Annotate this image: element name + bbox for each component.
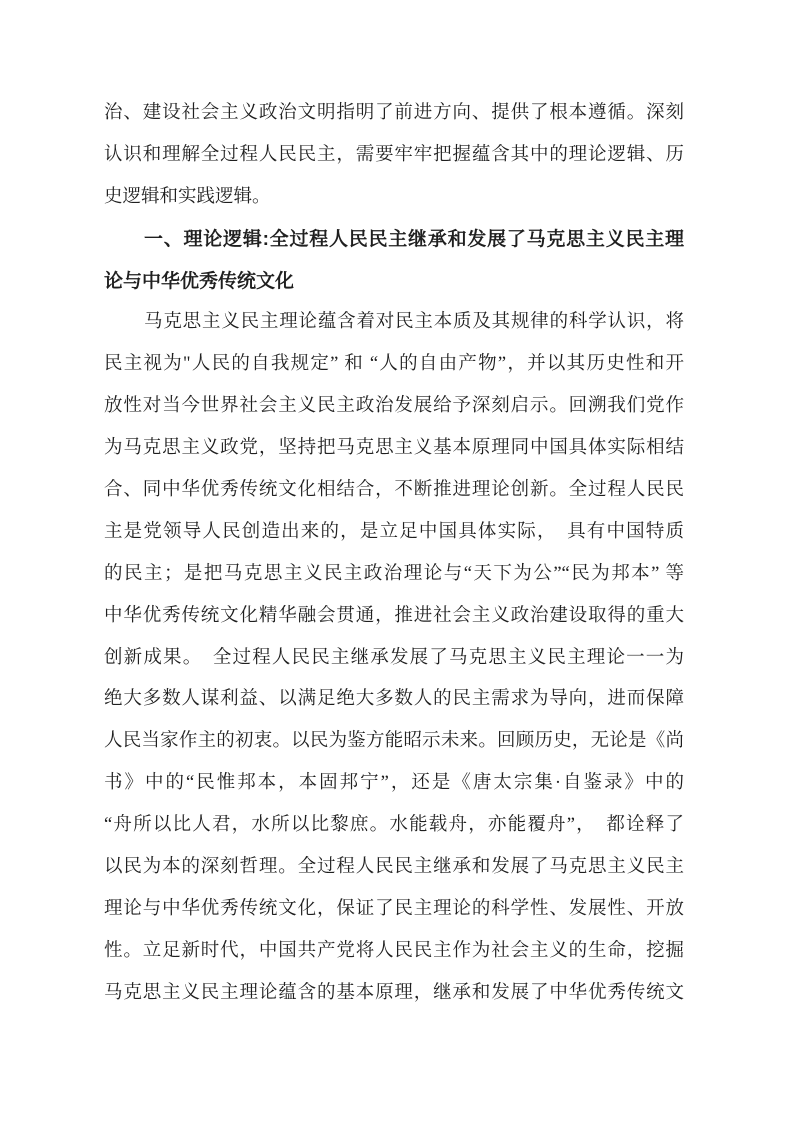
text-line: 以民为本的深刻哲理。全过程人民民主继承和发展了马克思主义民主 (104, 857, 684, 878)
text-line: 创新成果。 全过程人民民主继承发展了马克思主义民主理论一一为 (104, 647, 684, 668)
text-line: 为马克思主义政党，坚持把马克思主义基本原理同中国具体实际相结 (104, 438, 684, 459)
text-line: 理论与中华优秀传统文化，保证了民主理论的科学性、发展性、开放 (104, 898, 684, 919)
text-line: 治、建设社会主义政治文明指明了前进方向、提供了根本遵循。深刻 (104, 103, 684, 123)
section-heading-line: 论与中华优秀传统文化 (104, 270, 295, 292)
text-line: 认识和理解全过程人民民主，需要牢牢把握蕴含其中的理论逻辑、历 (104, 144, 684, 165)
text-line: 马克思主义民主理论蕴含的基本原理，继承和发展了中华优秀传统文 (104, 982, 684, 1003)
text-line: 主是党领导人民创造出来的，是立足中国具体实际， 具有中国特质 (104, 521, 684, 542)
section-heading-line: 一、理论逻辑:全过程人民民主继承和发展了马克思主义民主理 (144, 228, 684, 250)
text-line: 的民主；是把马克思主义民主政治理论与“天下为公”“民为邦本” 等 (104, 563, 684, 584)
text-line: 合、同中华优秀传统文化相结合，不断推进理论创新。全过程人民民 (104, 480, 684, 501)
text-line: 书》中的“民惟邦本，本固邦宁”，还是《唐太宗集·自鉴录》中的 (104, 773, 684, 794)
text-line: 性。立足新时代，中国共产党将人民民主作为社会主义的生命，挖掘 (104, 940, 684, 961)
text-line: 中华优秀传统文化精华融会贯通，推进社会主义政治建设取得的重大 (104, 605, 684, 626)
text-line: 绝大多数人谋利益、以满足绝大多数人的民主需求为导向，进而保障 (104, 689, 684, 710)
text-line: “舟所以比人君，水所以比黎庶。水能载舟，亦能覆舟”， 都诠释了 (104, 815, 684, 836)
text-line: 马克思主义民主理论蕴含着对民主本质及其规律的科学认识，将 (144, 312, 684, 333)
text-line: 放性对当今世界社会主义民主政治发展给予深刻启示。回溯我们党作 (104, 396, 684, 417)
text-line: 民主视为"人民的自我规定” 和 “人的自由产物”，并以其历史性和开 (104, 354, 684, 375)
text-line: 人民当家作主的初衷。以民为鉴方能昭示未来。回顾历史，无论是《尚 (104, 731, 684, 752)
text-line: 史逻辑和实践逻辑。 (104, 186, 271, 207)
